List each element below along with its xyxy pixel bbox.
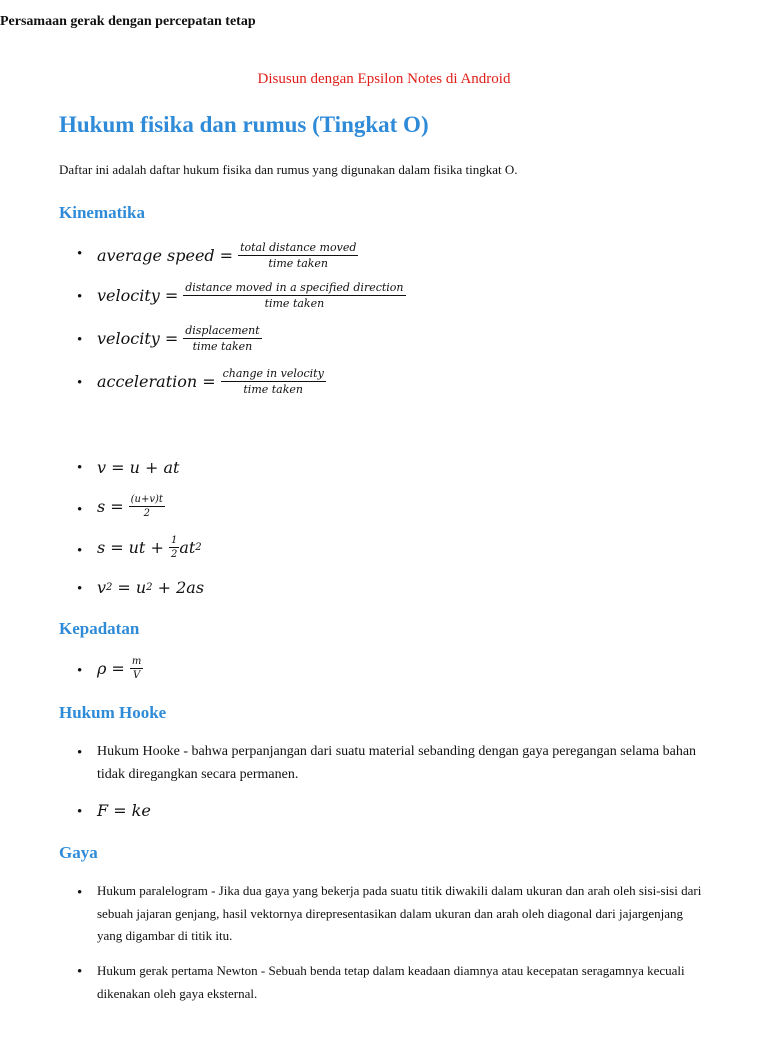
bullet-icon: • (77, 502, 83, 518)
formula-text: F = ke (97, 801, 151, 820)
formula-density: ρ = $\frac{m}{V}$ (97, 656, 142, 681)
section-heading-persamaan-gerak: Persamaan gerak dengan percepatan tetap (0, 14, 256, 29)
page-title: Hukum fisika dan rumus (Tingkat O) (59, 112, 429, 137)
formula-lhs: ρ (97, 659, 107, 678)
section-heading-kepadatan: Kepadatan (59, 619, 140, 638)
bullet-icon: • (77, 375, 83, 391)
formula-part: u (135, 578, 147, 597)
header-note: Disusun dengan Epsilon Notes di Android (257, 71, 511, 87)
formula-part: ut + (128, 538, 164, 557)
fraction-denominator: time taken (264, 297, 325, 310)
formula-lhs: s (97, 538, 106, 557)
bullet-icon: • (77, 332, 83, 348)
fraction-numerator: m (131, 656, 142, 667)
bullet-icon: • (77, 745, 83, 761)
fraction-numerator: 1 (170, 535, 178, 546)
fraction-denominator: 2 (143, 508, 150, 519)
section-heading-kinematika: Kinematika (59, 203, 145, 222)
gaya-item-paralelogram: Hukum paralelogram - Jika dua gaya yang bekerja pada suatu titik diwakili dalam ukuran dan arah oleh sisi-sisi dari sebuah jajaran genjang, hasil vektornya direpresentasikan dalam ukuran dan arah oleh diagonal dari jajargenjang yang digambar di titik itu. (97, 883, 702, 943)
formula-v-squared: v 2 = u 2 + 2as (97, 578, 205, 597)
section-heading-gaya: Gaya (59, 843, 98, 862)
formula-fraction (221, 367, 326, 396)
fraction-denominator: time taken (243, 383, 304, 396)
bullet-icon: • (77, 663, 83, 679)
formula-s-ut: s = ut + $\frac{1}{2}$ at 2 (97, 535, 202, 560)
section-heading-hukum-hooke: Hukum Hooke (59, 703, 167, 722)
fraction-denominator: time taken (192, 340, 253, 353)
bullet-icon: • (77, 543, 83, 559)
bullet-icon: • (77, 460, 83, 476)
fraction-numerator: change in velocity (222, 367, 324, 380)
formula-average-speed: average speed = $\frac{\text{total distance moved}}{\text{time taken}}$ (97, 241, 357, 270)
formula-s-average: s = $\frac{(u+v)t}{2}$ (97, 494, 163, 519)
formula-lhs: s (97, 497, 106, 516)
bullet-icon: • (77, 246, 83, 262)
fraction-denominator: V (132, 670, 141, 681)
formula-fraction (238, 241, 358, 270)
formula-lhs: velocity (97, 286, 160, 305)
bullet-icon: • (77, 804, 83, 820)
intro-paragraph: Daftar ini adalah daftar hukum fisika dan rumus yang digunakan dalam fisika tingkat O. (59, 162, 518, 177)
formula-lhs: velocity (97, 329, 160, 348)
formula-fraction (183, 324, 261, 353)
bullet-icon: • (77, 964, 83, 980)
formula-acceleration: acceleration = $\frac{\text{change in velocity}}{\text{time taken}}$ (97, 367, 324, 396)
gaya-item-newton: Hukum gerak pertama Newton - Sebuah benda tetap dalam keadaan diamnya atau kecepatan seragamnya kecuali dikenakan oleh gaya eksternal. (97, 963, 685, 1001)
formula-velocity-displacement: velocity = $\frac{\text{displacement}}{\text{time taken}}$ (97, 324, 260, 353)
fraction-numerator: distance moved in a specified direction (185, 281, 404, 294)
formula-velocity-direction: velocity = $\frac{\text{distance moved in a specified direction}}{\text{time taken}}$ (97, 281, 404, 310)
formula-part: at (179, 538, 196, 557)
fraction-denominator: time taken (268, 257, 329, 270)
fraction-numerator: (u+v)t (130, 494, 163, 505)
hooke-description: Hukum Hooke - bahwa perpanjangan dari suatu material sebanding dengan gaya peregangan selama bahan tidak diregangkan secara permanen. (97, 744, 697, 782)
formula-lhs: acceleration (97, 372, 198, 391)
bullet-icon: • (77, 581, 83, 597)
fraction-numerator: total distance moved (240, 241, 357, 254)
formula-lhs: average speed (97, 246, 215, 265)
formula-part: v (97, 578, 107, 597)
formula-hooke (97, 801, 151, 820)
formula-v-u-at (97, 458, 179, 477)
bullet-icon: • (77, 885, 83, 901)
formula-text: v = u + at (97, 458, 180, 477)
formula-fraction (129, 494, 165, 519)
fraction-numerator: displacement (185, 324, 260, 337)
fraction-denominator: 2 (170, 549, 178, 560)
formula-fraction (169, 535, 179, 560)
formula-part: + 2as (157, 578, 205, 597)
document-page (0, 14, 768, 1038)
formula-fraction (183, 281, 405, 310)
bullet-icon: • (77, 289, 83, 305)
formula-fraction (130, 656, 143, 681)
